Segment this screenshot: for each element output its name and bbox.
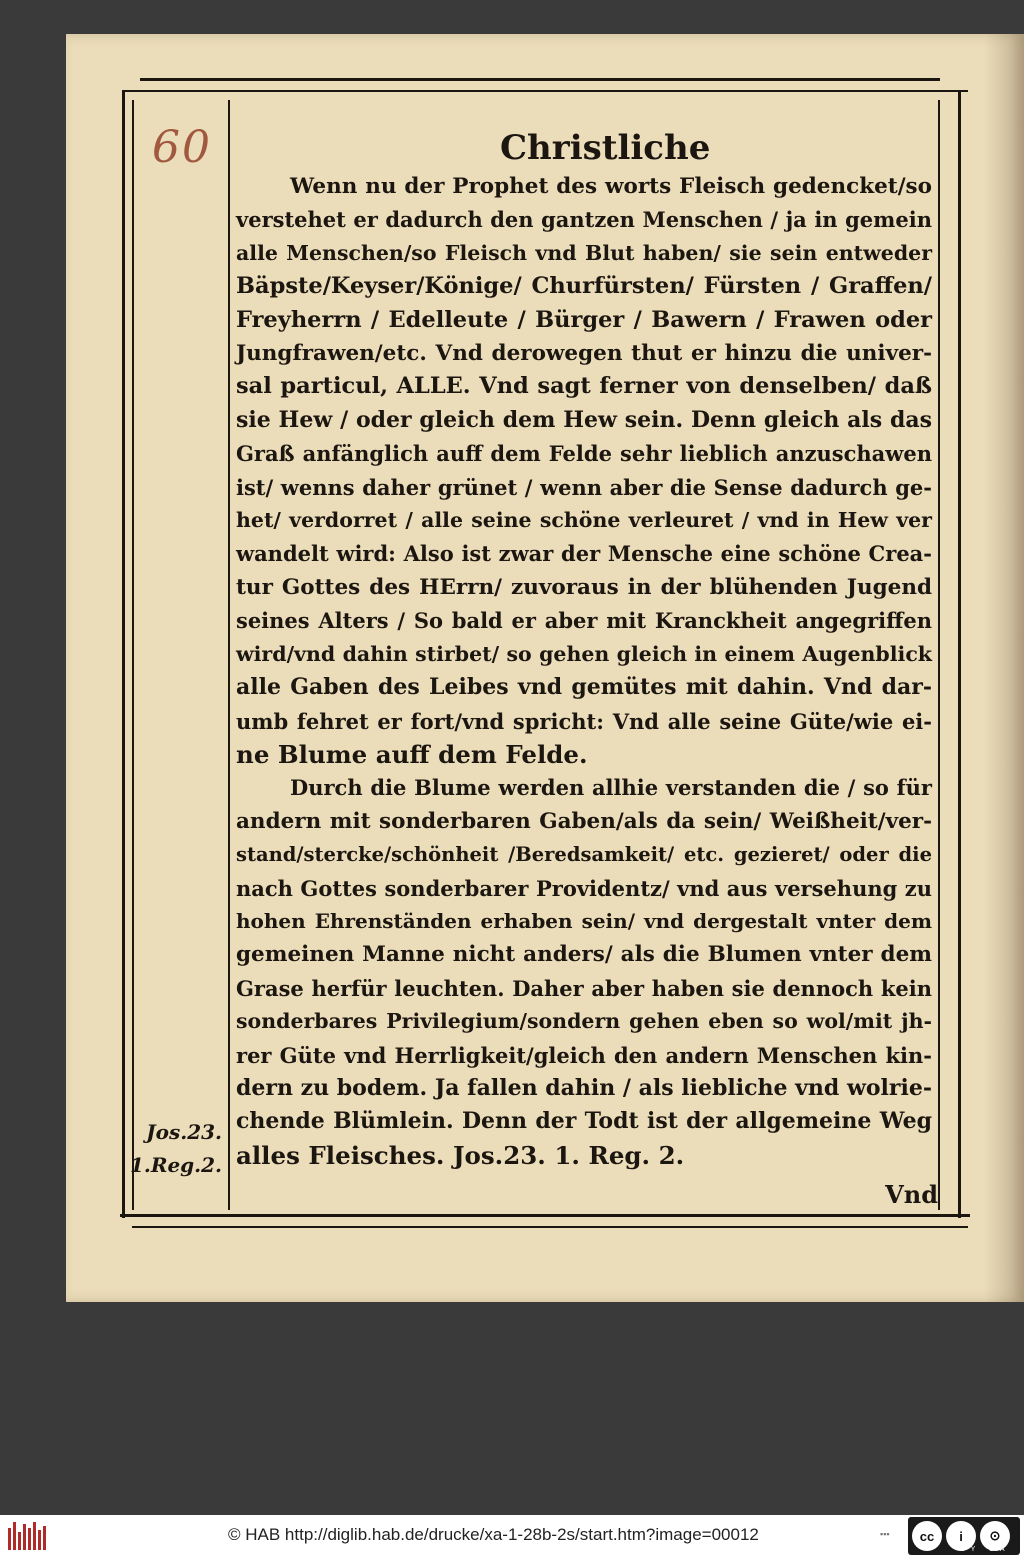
catchword: Vnd (885, 1180, 938, 1209)
top-border-rule-inner (122, 90, 968, 92)
folio-number: 60 (152, 122, 212, 173)
text-line: gemeinen Manne nicht anders/ als die Blumen vnter dem (236, 942, 932, 968)
text-line: het/ verdorret / alle seine schöne verleuret / vnd in Hew ver (236, 508, 932, 533)
text-line: stand/stercke/schönheit /Beredsamkeit/ etc. gezieret/ oder die (236, 843, 932, 867)
text-line: verstehet er dadurch den gantzen Menschen / ja in gemein (236, 207, 932, 233)
cc-icon: cc (912, 1521, 942, 1551)
bottom-border-rule-inner (132, 1226, 968, 1228)
text-line: Durch die Blume werden allhie verstanden die / so für (290, 775, 932, 801)
text-line: umb fehret er fort/vnd spricht: Vnd alle seine Güte/wie ei- (236, 708, 932, 734)
top-border-rule (140, 78, 940, 81)
text-line: sal particul, ALLE. Vnd sagt ferner von denselben/ daß (236, 373, 932, 400)
text-line: Jungfrawen/etc. Vnd derowegen thut er hinzu die univer- (236, 341, 932, 367)
text-line: alle Menschen/so Fleisch vnd Blut haben/ sie sein entweder (236, 240, 932, 265)
margin-note: Jos.23. (146, 1120, 222, 1144)
text-line: wird/vnd dahin stirbet/ so gehen gleich in einem Augenblick (236, 641, 932, 666)
margin-column-rule (228, 100, 230, 1210)
share-alike-icon: ⊙ (980, 1521, 1010, 1551)
running-head: Christliche (500, 128, 711, 168)
text-line: sonderbares Privilegium/sondern gehen eben so wol/mit jh- (236, 1009, 932, 1034)
text-line: ne Blume auff dem Felde. (236, 739, 588, 769)
bottom-border-rule (120, 1214, 970, 1217)
attribution-icon: i (946, 1521, 976, 1551)
text-line: Grase herfür leuchten. Daher aber haben sie dennoch kein (236, 975, 932, 1001)
text-line: chende Blümlein. Denn der Todt ist der allgemeine Weg (236, 1108, 932, 1135)
footer-credit-link[interactable]: © HAB http://diglib.hab.de/drucke/xa-1-28b-2s/start.htm?image=00012 (228, 1525, 759, 1544)
text-line: dern zu bodem. Ja fallen dahin / als liebliche vnd wolrie- (236, 1074, 932, 1101)
text-line: Bäpste/Keyser/Könige/ Churfürsten/ Fürsten / Graffen/ (236, 273, 932, 300)
text-line: hohen Ehrenständen erhaben sein/ vnd dergestalt vnter dem (236, 908, 932, 933)
text-line: nach Gottes sonderbarer Providentz/ vnd aus versehung zu (236, 875, 932, 901)
text-line: tur Gottes des HErrn/ zuvoraus in der blühenden Jugend (236, 574, 932, 600)
library-logo-icon (8, 1520, 48, 1550)
right-border-rule-inner (938, 100, 940, 1210)
right-border-rule (958, 92, 961, 1218)
text-line: andern mit sonderbaren Gaben/als da sein/ Weißheit/ver- (236, 808, 932, 834)
text-line: wandelt wird: Also ist zwar der Mensche eine schöne Crea- (236, 541, 932, 567)
text-line: alles Fleisches. Jos.23. 1. Reg. 2. (236, 1140, 685, 1170)
text-line: sie Hew / oder gleich dem Hew sein. Denn gleich als das (236, 406, 932, 433)
license-label: BY SA (960, 1546, 1011, 1553)
text-line: ist/ wenns daher grünet / wenn aber die Sense dadurch ge- (236, 474, 932, 500)
text-line: alle Gaben des Leibes vnd gemütes mit dahin. Vnd dar- (236, 674, 932, 701)
footer-mark: ▪▪▪ (880, 1529, 890, 1539)
text-line: Graß anfänglich auff dem Felde sehr lieblich anzuschawen (236, 441, 932, 467)
margin-note: 1.Reg.2. (129, 1153, 222, 1177)
text-line: rer Güte vnd Herrligkeit/gleich den andern Menschen kin- (236, 1042, 932, 1068)
text-line: Freyherrn / Edelleute / Bürger / Bawern / Frawen oder (236, 306, 932, 333)
text-line: Wenn nu der Prophet des worts Fleisch gedencket/so (290, 174, 932, 199)
left-border-rule (122, 90, 125, 1218)
text-line: seines Alters / So bald er aber mit Kranckheit angegriffen (236, 608, 932, 634)
left-border-rule-inner (132, 100, 134, 1210)
body-text (236, 170, 932, 1172)
